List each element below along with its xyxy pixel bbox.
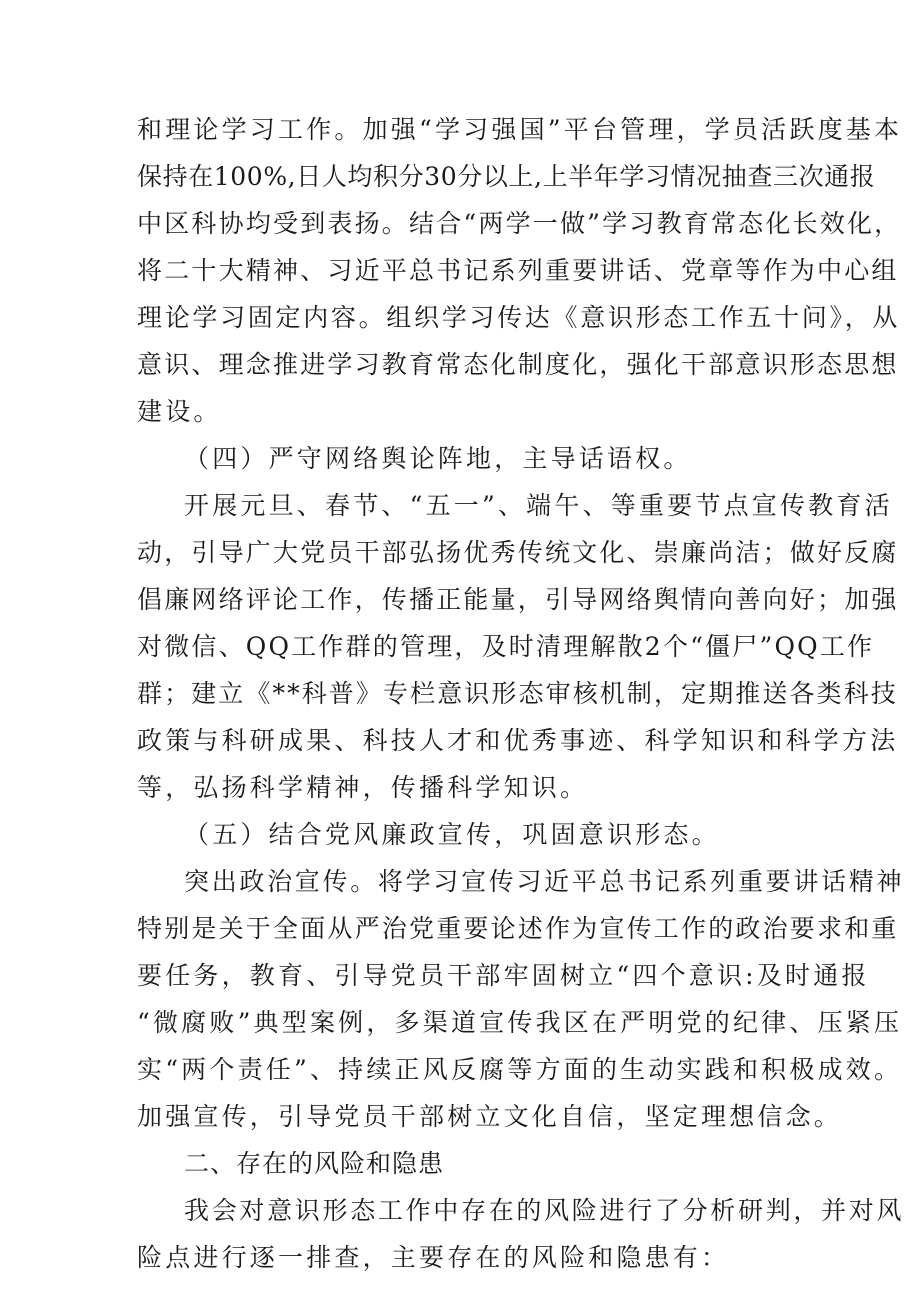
body-line: 将二十大精神、习近平总书记系列重要讲话、党章等作为中心组 — [137, 256, 899, 285]
body-line: 要任务，教育、引导党员干部牢固树立“四个意识:及时通报 — [137, 961, 870, 990]
body-line: 动，引导广大党员干部弘扬优秀传统文化、崇廉尚洁；做好反腐 — [137, 538, 899, 567]
section-heading: 二、存在的风险和隐患 — [184, 1149, 445, 1178]
body-line: 群；建立《**科普》专栏意识形态审核机制，定期推送各类科技 — [137, 679, 898, 708]
section-subheading: （四）严守网络舆论阵地，主导话语权。 — [184, 444, 692, 473]
body-line: 实“两个责任”、持续正风反腐等方面的生动实践和积极成效。 — [137, 1055, 903, 1084]
body-line: 加强宣传，引导党员干部树立文化自信，坚定理想信念。 — [137, 1102, 843, 1131]
body-line: 突出政治宣传。将学习宣传习近平总书记系列重要讲话精神 — [184, 867, 905, 896]
body-line: “微腐败”典型案例，多渠道宣传我区在严明党的纪律、压紧压 — [137, 1008, 903, 1037]
section-subheading: （五）结合党风廉政宣传，巩固意识形态。 — [184, 820, 720, 849]
body-line: 特别是关于全面从严治党重要论述作为宣传工作的政治要求和重 — [137, 914, 899, 943]
body-line: 对微信、QQ工作群的管理，及时清理解散2个“僵尸”QQ工作 — [137, 632, 875, 661]
body-line: 我会对意识形态工作中存在的风险进行了分析研判，并对风 — [184, 1196, 905, 1225]
body-line: 保持在100%,日人均积分30分以上,上半年学习情况抽查三次通报 — [137, 162, 876, 191]
body-line: 意识、理念推进学习教育常态化制度化，强化干部意识形态思想 — [137, 350, 899, 379]
body-line: 中区科协均受到表扬。结合“两学一做”学习教育常态化长效化， — [137, 209, 902, 238]
body-line: 等，弘扬科学精神，传播科学知识。 — [137, 773, 589, 802]
body-line: 险点进行逐一排查，主要存在的风险和隐患有： — [137, 1243, 730, 1272]
body-line: 政策与科研成果、科技人才和优秀事迹、科学知识和科学方法 — [137, 726, 899, 755]
body-line: 开展元旦、春节、“五一”、端午、等重要节点宣传教育活 — [184, 491, 893, 520]
body-line: 建设。 — [137, 397, 222, 426]
body-line: 倡廉网络评论工作，传播正能量，引导网络舆情向善向好；加强 — [137, 585, 899, 614]
body-line: 和理论学习工作。加强“学习强国”平台管理，学员活跃度基本 — [137, 115, 903, 144]
body-line: 理论学习固定内容。组织学习传达《意识形态工作五十问》，从 — [137, 303, 901, 332]
